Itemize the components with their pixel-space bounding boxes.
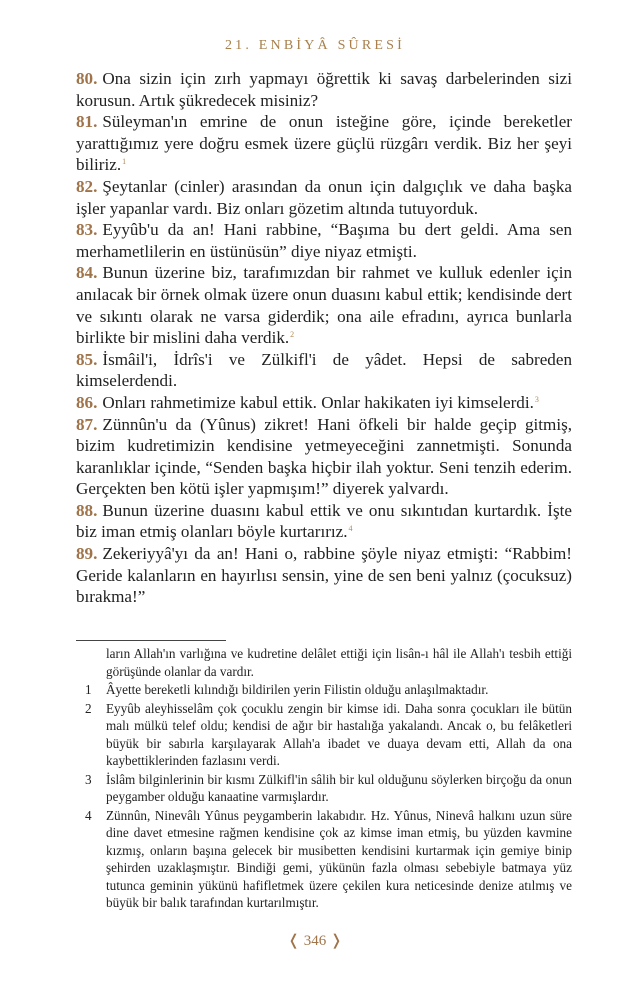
verse-number: 82. [76, 176, 98, 196]
page-number: 346 [303, 933, 327, 949]
footnote-number: 2 [85, 700, 92, 716]
verse-text: Bunun üzerine biz, tarafımızdan bir rahmet ve kulluk edenler için anılacak bir örnek olmak üzere onun duasını kabul ettik; kendisinde dert ve sıkıntı olarak ne varsa giderdik; ona aile efradını, ayrıca bunlarla birlikte bir mislini daha verdik. [76, 263, 572, 348]
verse-text: Eyyûb'u da an! Hani rabbine, “Başıma bu dert geldi. Ama sen merhametlilerin en üstünüsün” diye niyaz etmişti. [76, 220, 572, 261]
footnote-3 [76, 771, 572, 806]
verse-text: Onları rahmetimize kabul ettik. Onlar hakikaten iyi kimselerdi. [102, 392, 534, 412]
footnote-2 [76, 700, 572, 770]
verse-text: Süleyman'ın emrine de onun isteğine göre, içinde bereketler yarattığımız yere doğru esmek üzere güçlü rüzgârı verdik. Biz her şeyi biliriz. [76, 112, 572, 175]
verse-number: 81. [76, 112, 98, 132]
footnote-number: 3 [85, 771, 92, 787]
verse-84 [76, 262, 572, 348]
footnote-marker[interactable]: 1 [122, 157, 127, 167]
footnote-1 [76, 681, 572, 699]
verse-text: Zünnûn'u da (Yûnus) zikret! Hani öfkeli bir halde geçip gitmiş, bizim kudretimizin kendisine yetmeyeceğini zannetmişti. Sonunda karanlıklar içinde, “Senden başka hiçbir ilah yoktur. Seni tenzih ederim. Gerçekten ben kötü işler yapmışım!” diyerek yalvardı. [76, 414, 572, 499]
verse-80 [76, 68, 572, 111]
verse-number: 80. [76, 69, 98, 88]
page-footer [0, 931, 630, 950]
running-header: 21. ENBİYÂ SÛRESİ [224, 38, 406, 53]
footnote-text: ların Allah'ın varlığına ve kudretine delâlet ettiği için lisân-ı hâl ile Allah'ı tesbih ettiği görüşünde olanlar da vardır. [106, 646, 572, 679]
verse-85 [76, 349, 572, 392]
footnote-divider [76, 640, 226, 641]
verse-text: Bunun üzerine duasını kabul ettik ve onu sıkıntıdan kurtardık. İşte biz iman etmiş olanları böyle kurtarırız. [76, 500, 572, 542]
verse-89 [76, 543, 572, 608]
verse-text: İsmâil'i, İdrîs'i ve Zülkifl'i de yâdet. Hepsi de sabreden kimselerdendi. [76, 349, 572, 391]
footnotes [76, 645, 572, 913]
verse-text: Zekeriyyâ'yı da an! Hani o, rabbine şöyle niyaz etmişti: “Rabbim! Geride kalanların en hayırlısı sensin, yine de sen beni yalnız (çocuksuz) bırakma!” [76, 544, 572, 607]
verse-number: 83. [76, 220, 98, 240]
verse-number: 84. [76, 263, 98, 283]
footnote-continuation [76, 645, 572, 680]
footnote-text: Âyette bereketli kılındığı bildirilen yerin Filistin olduğu anlaşılmaktadır. [106, 682, 489, 697]
verse-number: 89. [76, 544, 98, 564]
verse-number: 88. [76, 500, 98, 520]
verse-text: Ona sizin için zırh yapmayı öğrettik ki savaş darbelerinden sizi korusun. Artık şükredecek misiniz? [76, 69, 572, 110]
footnote-text: İslâm bilginlerinin bir kısmı Zülkifl'in sâlih bir kul olduğunu söylerken birçoğu da onun peygamber olduğu kanaatine varmışlardır. [106, 771, 572, 804]
verse-86 [76, 392, 572, 414]
footnote-number: 1 [85, 682, 92, 697]
verse-number: 85. [76, 349, 98, 369]
verse-number: 87. [76, 414, 98, 434]
footnote-4 [76, 807, 572, 912]
verse-list [76, 68, 572, 608]
footnote-number: 4 [85, 807, 92, 823]
footnote-text: Eyyûb aleyhisselâm çok çocuklu zengin bir kimse idi. Daha sonra çocukları ile bütün malı mülkü telef oldu; kendisi de ağır bir hastalığa yakalandı. Ancak o, bu felâketleri büyük bir sabırla karşılayarak Allah'a ibadet ve duaya devam etti, Allah da ona kaybettiklerinden fazlasını verdi. [106, 700, 572, 768]
footnote-text: Zünnûn, Ninevâlı Yûnus peygamberin lakabıdır. Hz. Yûnus, Ninevâ halkını uzun süre dine davet etmesine rağmen kendisine çok az kimse iman etmiş, bu yüzden kavmine kızmış, onların başına gelecek bir musibetten kendisini kurtarmak için gemiye binip şehirden uzaklaşmıştır. Bindiği gemi, yükünün fazla olması sebebiyle batmaya yüz tutunca geminin yükünü hafifletmek üzere çekilen kura neticesinde denize atılmış ve büyük bir balık tarafından kurtarılmıştır. [106, 807, 572, 910]
verse-83 [76, 219, 572, 262]
verse-87 [76, 414, 572, 500]
verse-88 [76, 500, 572, 543]
right-ornament-icon: ❭ [330, 933, 343, 949]
left-ornament-icon: ❬ [287, 933, 300, 949]
footnote-number [76, 645, 106, 680]
verse-text: Şeytanlar (cinler) arasından da onun için dalgıçlık ve daha başka işler yapanlar vardı. Biz onları gözetim altında tutuyorduk. [76, 176, 572, 218]
footnote-marker[interactable]: 3 [534, 394, 539, 404]
verse-number: 86. [76, 392, 98, 412]
footnote-marker[interactable]: 2 [290, 330, 295, 340]
verse-82 [76, 176, 572, 219]
footnote-marker[interactable]: 4 [348, 524, 353, 534]
verse-81 [76, 111, 572, 176]
